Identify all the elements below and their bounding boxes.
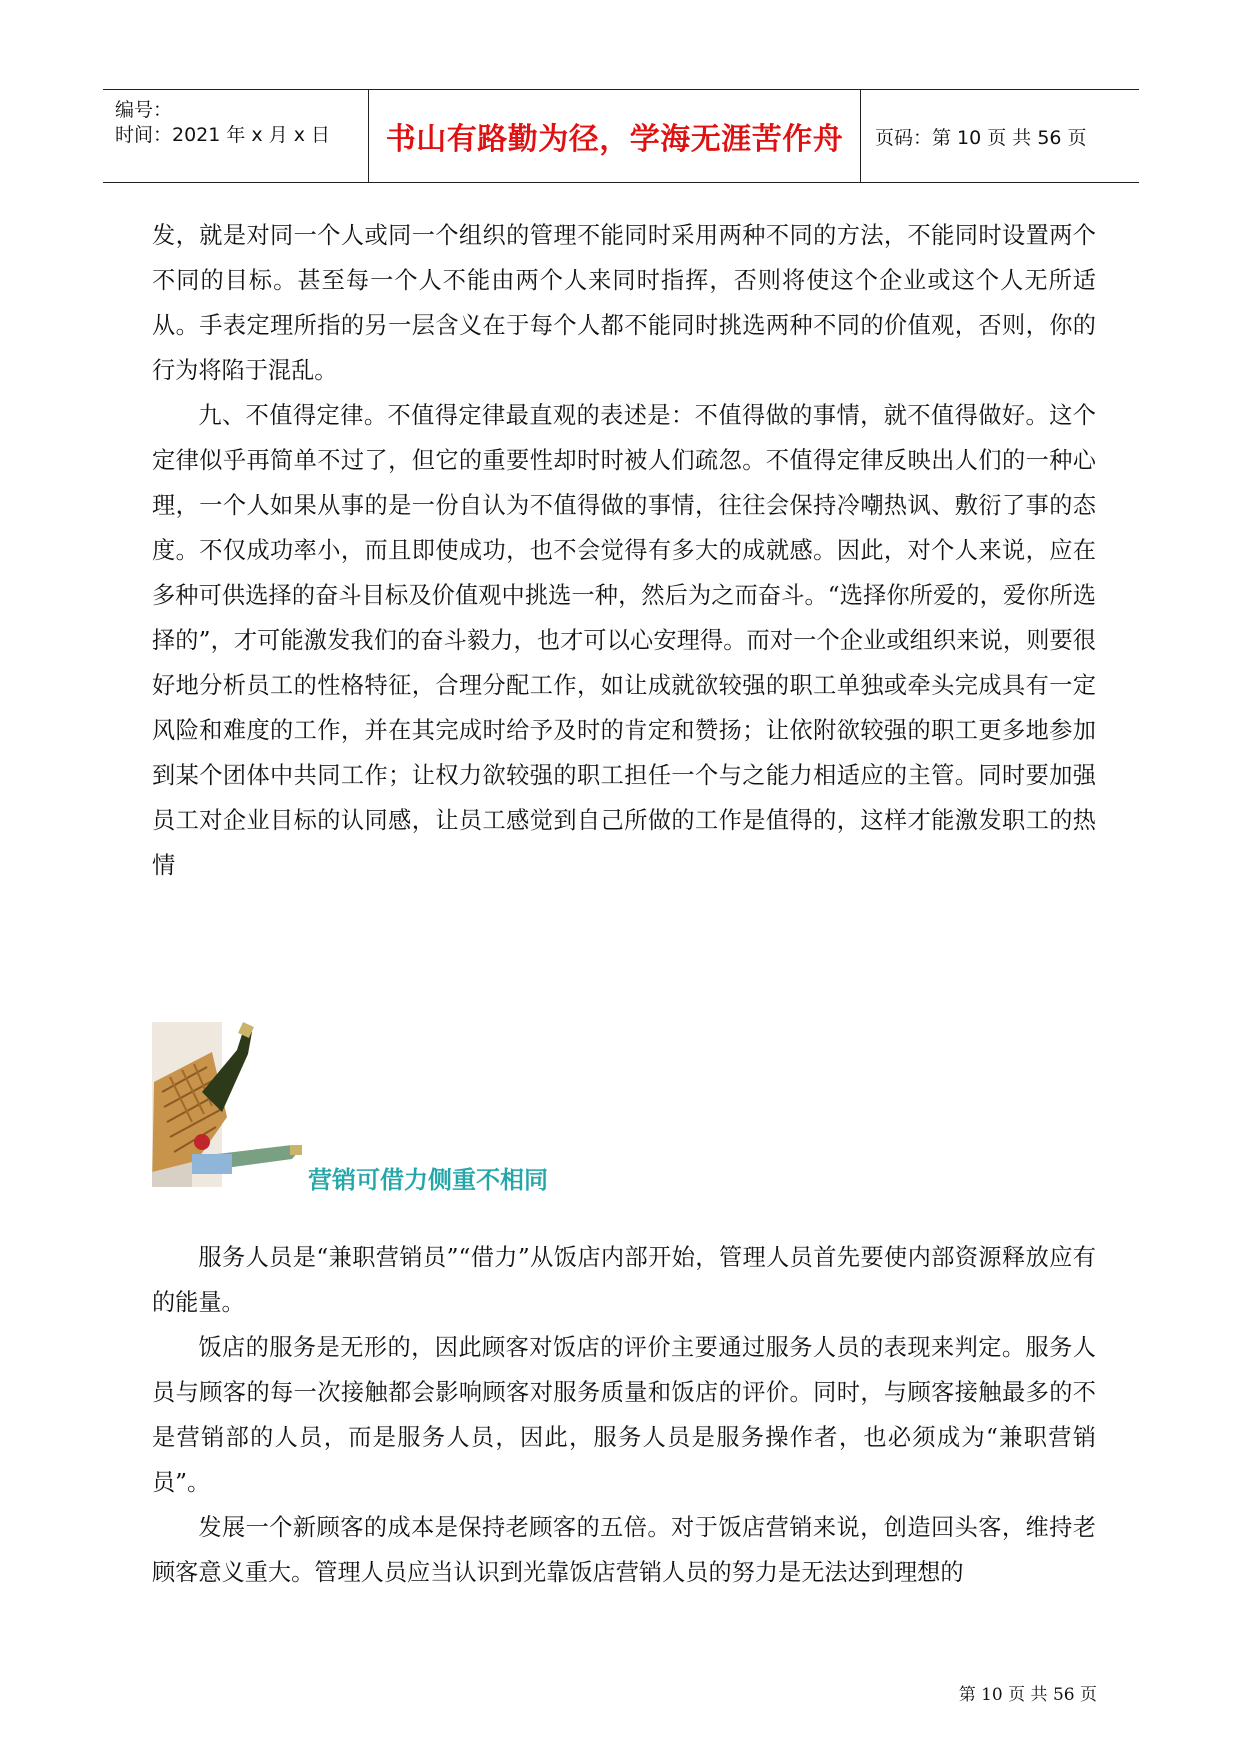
body-section-2 [152, 1235, 1096, 1595]
paragraph: 发，就是对同一个人或同一个组织的管理不能同时采用两种不同的方法，不能同时设置两个不同的目标。甚至每一个人不能由两个人来同时指挥，否则将使这个企业或这个人无所适从。手表定理所指的另一层含义在于每个人都不能同时挑选两种不同的价值观，否则，你的行为将陷于混乱。 [152, 222, 1096, 384]
paragraph: 发展一个新顾客的成本是保持老顾客的五倍。对于饭店营销来说，创造回头客，维持老顾客意义重大。管理人员应当认识到光靠饭店营销人员的努力是无法达到理想的 [152, 1514, 1096, 1586]
document-time-label: 时间：2021 年 x 月 x 日 [115, 124, 331, 146]
paragraph: 九、不值得定律。不值得定律最直观的表述是：不值得做的事情，就不值得做好。这个定律似乎再简单不过了，但它的重要性却时时被人们疏忽。不值得定律反映出人们的一种心理，一个人如果从事的是一份自认为不值得做的事情，往往会保持冷嘲热讽、敷衍了事的态度。不仅成功率小，而且即使成功，也不会觉得有多大的成就感。因此，对个人来说，应在多种可供选择的奋斗目标及价值观中挑选一种，然后为之而奋斗。“选择你所爱的，爱你所选择的”，才可能激发我们的奋斗毅力，也才可以心安理得。而对一个企业或组织来说，则要很好地分析员工的性格特征，合理分配工作，如让成就欲较强的职工单独或牵头完成具有一定风险和难度的工作，并在其完成时给予及时的肯定和赞扬；让依附欲较强的职工更多地参加到某个团体中共同工作；让权力欲较强的职工担任一个与之能力相适应的主管。同时要加强员工对企业目标的认同感，让员工感觉到自己所做的工作是值得的，这样才能激发职工的热情 [152, 402, 1096, 879]
header-page-cell [861, 90, 1139, 182]
body-section-1 [152, 213, 1096, 888]
page-footer: 第 10 页 共 56 页 [958, 1685, 1097, 1705]
header-motto-cell [369, 90, 861, 182]
paragraph: 服务人员是“兼职营销员”“借力”从饭店内部开始，管理人员首先要使内部资源释放应有的能量。 [152, 1244, 1096, 1316]
document-number-label: 编号： [115, 99, 173, 121]
header-info-cell [103, 90, 369, 182]
header-page-label: 页码：第 10 页 共 56 页 [875, 126, 1087, 149]
wine-bottle-image [152, 1022, 302, 1187]
page-header [103, 89, 1139, 183]
section-title: 营销可借力侧重不相同 [308, 1166, 548, 1194]
paragraph: 饭店的服务是无形的，因此顾客对饭店的评价主要通过服务人员的表现来判定。服务人员与顾客的每一次接触都会影响顾客对服务质量和饭店的评价。同时，与顾客接触最多的不是营销部的人员，而是服务人员，因此，服务人员是服务操作者，也必须成为“兼职营销员”。 [152, 1334, 1096, 1496]
header-motto: 书山有路勤为径，学海无涯苦作舟 [385, 122, 844, 157]
